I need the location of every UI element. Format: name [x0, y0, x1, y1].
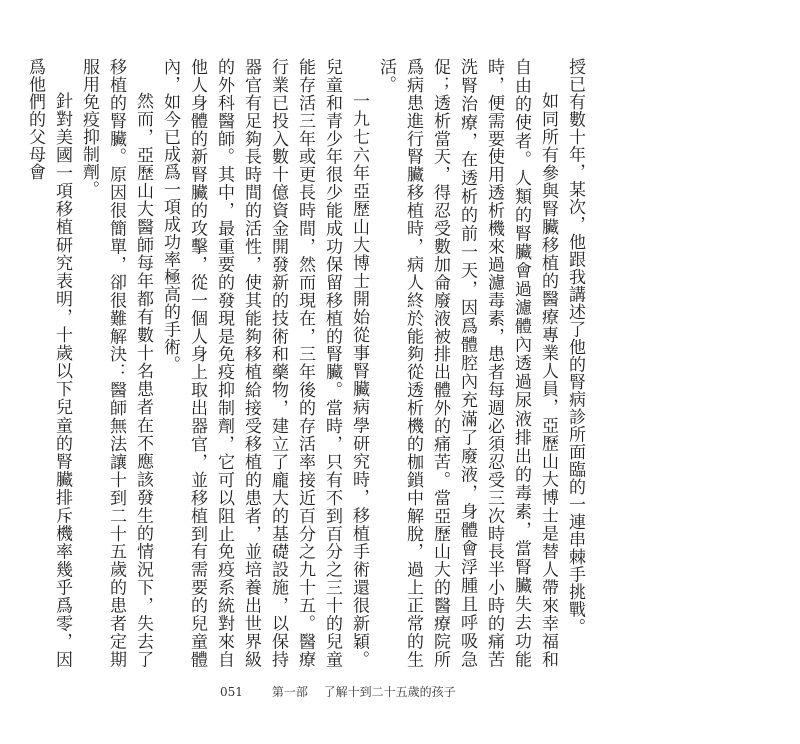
- part-label: 第一部: [271, 685, 308, 699]
- part-title: 了解十到二十五歲的孩子: [323, 685, 456, 699]
- paragraph-continued: 授已有數十年，某次，他跟我講述了他的腎病診所面臨的一連串棘手挑戰。: [565, 58, 585, 636]
- paragraph: 針對美國一項移植研究表明，十歲以下兒童的腎臟排斥機率幾乎爲零，因爲他們的父母會: [25, 58, 72, 668]
- paragraph: 一九七六年亞歷山大博士開始從事腎臟病學研究時，移植手術還很新穎。兒童和青少年很少能成功保留移植的腎臟。當時，只有不到百分之三十的兒童能存活三年或更長時間，然而現在，三年後的存活率接近百分之九十五。醫療行業已投入數十億資金開發新的技術和藥物，建立了龐大的基礎設施，以保持器官有足夠長時間的活性，使其能夠移植給接受移植的患者，並培養出世界級的外科醫師。其中，最重要的發現是免疫抑制劑，它可以阻止免疫系統對來自他人身體的新腎臟的攻擊，從一個人身上取出器官，並移植到有需要的兒童體內，如今已成爲一項成功率極高的手術。: [160, 58, 369, 668]
- paragraph: 然而，亞歷山大醫師每年都有數十名患者在不應該發生的情況下，失去了移植的腎臟。原因很簡單，卻很難解決：醫師無法讓十到二十五歲的患者定期服用免疫抑制劑。: [79, 58, 153, 668]
- page-number: 051: [220, 685, 243, 699]
- body-text: [21, 58, 588, 668]
- paragraph: 如同所有參與腎臟移植的醫療專業人員，亞歷山大博士是替人帶來幸福和自由的使者。人類的腎臟會過濾體內透過尿液排出的毒素，當腎臟失去功能時，便需要使用透析機來過濾毒素，患者每週必須忍受三次時長半小時的痛苦洗腎治療，在透析的前一天，因爲體腔內充滿了廢液，身體會浮腫且呼吸急促；透析當天，得忍受數加侖廢液被排出體外的痛苦。當亞歷山大的醫療院所爲病患進行腎臟移植時，病人終於能夠從透析機的枷鎖中解脫，過上正常的生活。: [376, 58, 558, 668]
- page-footer: [220, 683, 456, 700]
